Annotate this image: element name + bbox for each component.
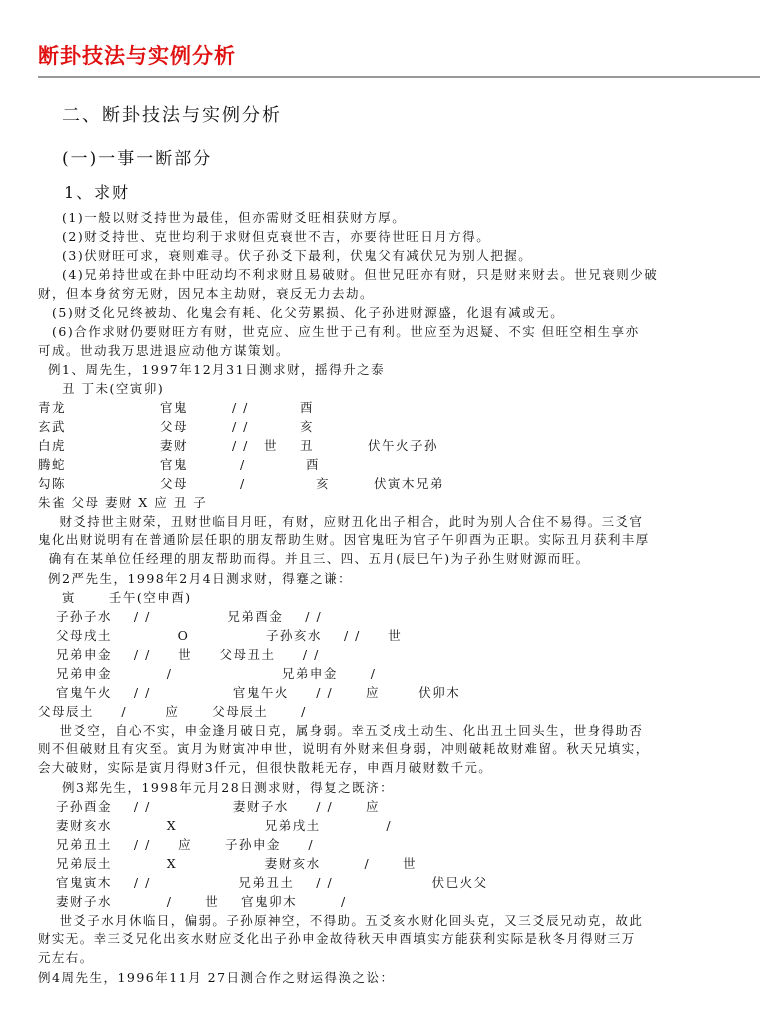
topic-heading: 1、求财 bbox=[64, 183, 131, 202]
rule-6: (6)合作求财仍要财旺方有财，世克应、应生世于己有利。世应至为迟疑、不实 但旺空相生享亦 bbox=[52, 324, 640, 339]
hexagram-line-row: 官鬼寅木 / / 兄弟丑土 / / 伏巳火父 bbox=[56, 875, 488, 890]
hexagram-line-row: 父母戌土 O 子孙亥水 / / 世 bbox=[56, 628, 403, 643]
analysis-line: 鬼化出财说明有在普通阶层任职的朋友帮助生财。因官鬼旺为官子午卯酉为正职。实际丑月获利丰厚 bbox=[38, 532, 650, 548]
hexagram-relation: 父母 bbox=[160, 476, 189, 491]
rule-4-cont: 财，但本身贫穷无财，因兄本主劫财，衰反无力去劫。 bbox=[38, 286, 375, 301]
hexagram-line-row: 子孙子水 / / 兄弟酉金 / / bbox=[56, 609, 323, 624]
rule-3: (3)伏财旺可求，衰则难寻。伏子孙爻下最利，伏鬼父有减伏兄为别人把握。 bbox=[62, 248, 533, 263]
hexagram-spirit: 腾蛇 bbox=[38, 457, 67, 472]
hexagram-line-row: 兄弟申金 / / 世 父母丑土 / / bbox=[56, 647, 320, 662]
hexagram-branch: 亥 bbox=[300, 419, 315, 434]
hexagram-branch: 亥 bbox=[316, 476, 331, 491]
hexagram-line-row: 朱雀 父母 妻财 X 应 丑 子 bbox=[38, 495, 208, 510]
example-1-date: 丑 丁未(空寅卯) bbox=[62, 381, 165, 396]
example-2-date: 寅 壬午(空申酉) bbox=[62, 590, 192, 605]
hexagram-line: / bbox=[240, 476, 246, 491]
hexagram-spirit: 勾陈 bbox=[38, 476, 67, 491]
hexagram-spirit: 青龙 bbox=[38, 400, 67, 415]
document-header-title: 断卦技法与实例分析 bbox=[38, 44, 236, 68]
analysis-line: 世爻子水月休临日，偏弱。子孙原神空，不得助。五爻亥水财化回头克，又三爻辰兄动克，故此 bbox=[38, 913, 644, 928]
example-3-intro: 例3郑先生，1998年元月28日测求财，得复之既济： bbox=[62, 780, 395, 795]
example-2-intro: 例2严先生，1998年2月4日测求财，得蹇之谦： bbox=[48, 571, 353, 586]
hexagram-branch: 酉 bbox=[300, 400, 315, 415]
hexagram-hidden: 伏寅木兄弟 bbox=[374, 476, 445, 491]
hexagram-line: / / bbox=[232, 419, 249, 434]
hexagram-line-row: 官鬼午火 / / 官鬼午火 / / 应 伏卯木 bbox=[56, 685, 461, 700]
hexagram-line: / / bbox=[232, 400, 249, 415]
hexagram-branch: 丑 bbox=[300, 438, 315, 453]
example-2-analysis bbox=[38, 722, 732, 777]
hexagram-line-row: 父母辰土 / 应 父母辰土 / bbox=[38, 704, 307, 719]
rule-4: (4)兄弟持世或在卦中旺动均不利求财且易破财。但世兄旺亦有财，只是财来财去。世兄衰则少破 bbox=[62, 267, 659, 282]
analysis-line: 财爻持世主财荣，丑财世临目月旺，有财，应财丑化出子相合，此时为别人合住不易得。三爻官 bbox=[38, 514, 644, 529]
hexagram-line: / / bbox=[232, 438, 249, 453]
example-4-intro: 例4周先生，1996年11月 27日测合作之财运得涣之讼： bbox=[38, 970, 395, 985]
analysis-line: 则不但破财且有灾至。寅月为财寅冲申世，说明有外财来但身弱，冲则破耗故财难留。秋天兄填实， bbox=[38, 741, 650, 757]
hexagram-line-row: 兄弟丑土 / / 应 子孙申金 / bbox=[56, 837, 315, 852]
hexagram-line-row: 兄弟辰土 X 妻财亥水 / 世 bbox=[56, 856, 418, 871]
rule-2: (2)财爻持世、克世均利于求财但克衰世不吉，亦要待世旺日月方得。 bbox=[62, 229, 491, 244]
rule-5: (5)财爻化兄终被劫、化鬼会有耗、化父劳累损、化子孙进财源盛，化退有减或无。 bbox=[52, 305, 565, 320]
hexagram-relation: 官鬼 bbox=[160, 457, 189, 472]
hexagram-line-row: 子孙酉金 / / 妻财子水 / / 应 bbox=[56, 799, 380, 814]
hexagram-spirit: 白虎 bbox=[38, 438, 67, 453]
hexagram-relation: 妻财 bbox=[160, 438, 189, 453]
hexagram-line-row: 妻财子水 / 世 官鬼卯木 / bbox=[56, 894, 347, 909]
analysis-line: 元左右。 bbox=[38, 949, 94, 965]
hexagram-spirit: 玄武 bbox=[38, 419, 67, 434]
subsection-heading: (一)一事一断部分 bbox=[62, 149, 213, 169]
hexagram-position: 世 bbox=[264, 438, 279, 453]
analysis-line: 财实无。幸三爻兄化出亥水财应爻化出子孙申金故待秋天申酉填实方能获利实际是秋冬月得财三万 bbox=[38, 931, 636, 947]
analysis-line: 会大破财，实际是寅月得财3仟元，但很快散耗无存，申酉月破财数千元。 bbox=[38, 759, 493, 775]
hexagram-line-row: 妻财亥水 X 兄弟戌土 / bbox=[56, 818, 393, 833]
hexagram-line: / bbox=[240, 457, 246, 472]
example-1-analysis bbox=[38, 513, 732, 568]
hexagram-relation: 父母 bbox=[160, 419, 189, 434]
example-1-intro: 例1、周先生，1997年12月31日测求财，摇得升之泰 bbox=[48, 362, 386, 377]
section-heading: 二、断卦技法与实例分析 bbox=[62, 105, 282, 126]
example-3-analysis bbox=[38, 912, 732, 967]
rule-1: (1)一般以财爻持世为最佳，但亦需财爻旺相获财方厚。 bbox=[62, 210, 407, 225]
hexagram-branch: 酉 bbox=[306, 457, 321, 472]
hexagram-relation: 官鬼 bbox=[160, 400, 189, 415]
analysis-line: 世爻空，自心不实，申金逢月破日克，属身弱。幸五爻戌土动生、化出丑土回头生，世身得助否 bbox=[38, 723, 644, 738]
header-divider bbox=[38, 76, 760, 78]
rule-6-cont: 可成。世动我万思进退应动他方谋策划。 bbox=[38, 343, 291, 358]
analysis-line: 确有在某单位任经理的朋友帮助而得。并且三、四、五月(辰巳午)为子孙生财财源而旺。 bbox=[38, 550, 590, 566]
hexagram-hidden: 伏午火子孙 bbox=[368, 438, 439, 453]
hexagram-line-row: 兄弟申金 / 兄弟申金 / bbox=[56, 666, 377, 681]
